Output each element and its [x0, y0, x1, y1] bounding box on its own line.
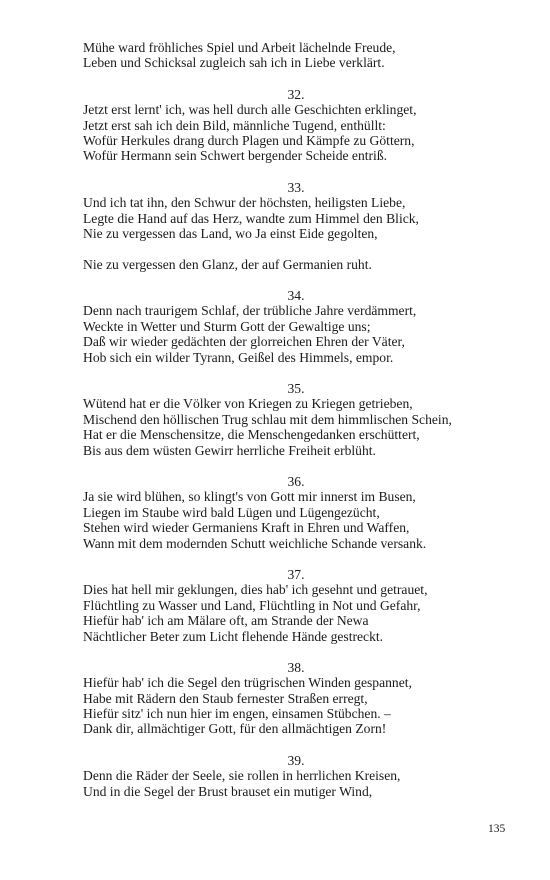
verse-line: Jetzt erst sah ich dein Bild, männliche Tugend, enthüllt:: [83, 117, 386, 133]
verse-line: Hat er die Menschensitze, die Menschengedanken erschüttert,: [83, 427, 420, 443]
stanza-number: 38.: [287, 659, 305, 675]
stanza-number: 37.: [287, 566, 305, 582]
verse-line: Ja sie wird blühen, so klingt's von Gott mir innerst im Busen,: [83, 489, 416, 505]
stanza-37: [83, 567, 513, 644]
verse-line: Hiefür hab' ich die Segel den trügrischen Winden gespannet,: [83, 675, 412, 691]
page-number: 135: [488, 823, 506, 835]
blank-line: [83, 241, 513, 256]
stanza-number: 34.: [287, 288, 305, 304]
poem-page: [83, 40, 513, 799]
verse-line: Jetzt erst lernt' ich, was hell durch alle Geschichten erklinget,: [83, 102, 417, 118]
opening-lines: [83, 40, 513, 71]
verse-line: Dank dir, allmächtiger Gott, für den allmächtigen Zorn!: [83, 721, 387, 737]
verse-line: Und ich tat ihn, den Schwur der höchsten, heiligsten Liebe,: [83, 195, 406, 211]
verse-line: Liegen im Staube wird bald Lügen und Lügengezücht,: [83, 504, 380, 520]
verse-line: Wann mit dem modernden Schutt weichliche Schande versank.: [83, 535, 427, 551]
verse-line: Flüchtling zu Wasser und Land, Flüchtling in Not und Gefahr,: [83, 597, 421, 613]
verse-line: Nie zu vergessen das Land, wo Ja einst Eide gegolten,: [83, 225, 378, 241]
verse-line: Mischend den höllischen Trug schlau mit dem himmlischen Schein,: [83, 411, 452, 427]
stanza-number: 32.: [287, 86, 305, 102]
stanza-34: [83, 288, 513, 365]
verse-line: Mühe ward fröhliches Spiel und Arbeit lächelnde Freude,: [83, 40, 396, 55]
stanza-38: [83, 660, 513, 737]
verse-line: Hob sich ein wilder Tyrann, Geißel des Himmels, empor.: [83, 349, 394, 365]
stanza-number: 33.: [287, 179, 305, 195]
verse-line: Bis aus dem wüsten Gewirr herrliche Freiheit erblüht.: [83, 442, 376, 458]
verse-line: Denn die Räder der Seele, sie rollen in herrlichen Kreisen,: [83, 768, 401, 784]
stanza-number: 36.: [287, 473, 305, 489]
verse-line: Nie zu vergessen den Glanz, der auf Germanien ruht.: [83, 256, 372, 272]
stanza-33: [83, 180, 513, 272]
verse-line: Hiefür sitz' ich nun hier im engen, einsamen Stübchen. –: [83, 706, 391, 722]
stanza-number: 35.: [287, 381, 305, 397]
verse-line: Weckte in Wetter und Sturm Gott der Gewaltige uns;: [83, 318, 371, 334]
verse-line: Wofür Herkules drang durch Plagen und Kämpfe zu Göttern,: [83, 132, 415, 148]
verse-line: Wofür Hermann sein Schwert bergender Scheide entriß.: [83, 148, 388, 164]
verse-line: Daß wir wieder gedächten der glorreichen Ehren der Väter,: [83, 334, 405, 350]
stanza-35: [83, 381, 513, 458]
stanza-36: [83, 474, 513, 551]
verse-line: Wütend hat er die Völker von Kriegen zu Kriegen getrieben,: [83, 396, 413, 412]
verse-line: Legte die Hand auf das Herz, wandte zum Himmel den Blick,: [83, 210, 419, 226]
verse-line: Nächtlicher Beter zum Licht flehende Hände gestreckt.: [83, 628, 384, 644]
stanza-39: [83, 753, 513, 799]
verse-line: Und in die Segel der Brust brauset ein mutiger Wind,: [83, 783, 373, 799]
verse-line: Stehen wird wieder Germaniens Kraft in Ehren und Waffen,: [83, 520, 410, 536]
verse-line: Hiefür hab' ich am Mälare oft, am Strande der Newa: [83, 613, 369, 629]
verse-line: Habe mit Rädern den Staub fernester Straßen erregt,: [83, 690, 368, 706]
verse-line: Denn nach traurigem Schlaf, der trübliche Jahre verdämmert,: [83, 303, 417, 319]
verse-line: Leben und Schicksal zugleich sah ich in Liebe verklärt.: [83, 55, 385, 71]
stanza-number: 39.: [287, 752, 305, 768]
verse-line: Dies hat hell mir geklungen, dies hab' ich gesehnt und getrauet,: [83, 582, 428, 598]
stanza-32: [83, 87, 513, 164]
